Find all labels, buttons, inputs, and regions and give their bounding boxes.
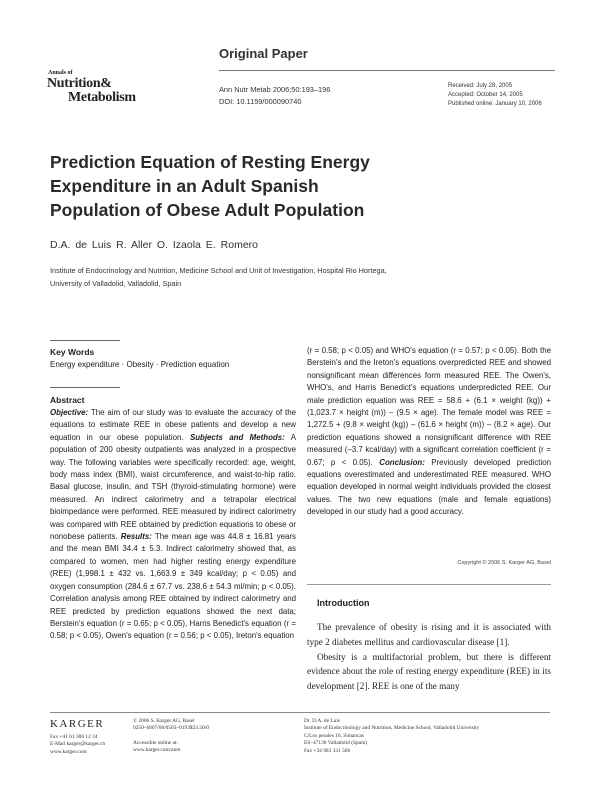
title-line-1: Prediction Equation of Resting Energy [50, 152, 370, 172]
footer-accessible: Accessible online at: [133, 739, 178, 746]
abstract-body-left [50, 407, 296, 643]
affiliation [50, 264, 500, 290]
published-date: Published online: January 10, 2006 [448, 101, 542, 107]
results-text: The mean age was 44.8 ± 16.81 years and the mean BMI 34.4 ± 5.3. Indirect calorimetry showed that, as compared to women, men had higher resting energy expenditure (REE) (1,998.1 ± 432 vs. 1,663.9 ± 349 kcal/day; p < 0.05) and oxygen consumption (284.6 ± 67.7 vs. 238.6 ± 54.3 ml/min; p < 0.05). Correlation analysis among REE obtained by indirect calorimetry and REE predicted by prediction equations showed the next data; Berstein's equation (r = 0.65; p < 0.05), Harris Benedict's equation (r = 0.58; p < 0.05), Owen's equation (r = 0.56; p < 0.05), Ireton's equation [50, 532, 296, 641]
affiliation-line-2: University of Valladolid, Valladolid, Spain [50, 279, 182, 288]
dates-block [448, 82, 542, 109]
footer-rule [50, 712, 550, 713]
keywords-rule [50, 340, 120, 341]
introduction-paragraph-1: The prevalence of obesity is rising and it is associated with type 2 diabetes mellitus and cardiovascular disease [1]. [307, 622, 551, 647]
article-title [50, 150, 550, 222]
abstract-heading: Abstract [50, 395, 85, 405]
doi: DOI: 10.1159/000090740 [219, 97, 302, 106]
publisher-email: E-Mail karger@karger.ch [50, 741, 106, 748]
conclusion-text: Previously developed prediction equations overestimated and underestimated REE measured. WHO equation developed in normal weight individuals provided the closest values. The two new equations (male and female equations) developed in our study had a good accuracy. [307, 457, 551, 517]
objective-label: Objective: [50, 408, 89, 417]
footer-copyright: © 2006 S. Karger AG, Basel [133, 718, 195, 724]
introduction-body [307, 620, 551, 694]
correspondence-block [304, 718, 554, 755]
introduction-rule [307, 584, 551, 585]
accepted-date: Accepted: October 14, 2005 [448, 92, 523, 98]
citation: Ann Nutr Metab 2006;50:193–196 [219, 85, 331, 94]
footer-copyright-block [133, 718, 209, 755]
conclusion-label: Conclusion: [379, 457, 425, 467]
publisher-logo: KARGER [50, 718, 105, 730]
received-date: Received: July 28, 2005 [448, 83, 513, 89]
contact-city: ES–47130 Valladolid (Spain) [304, 740, 368, 747]
introduction-heading: Introduction [317, 598, 370, 608]
methods-text: A population of 200 obesity outpatients was analyzed in a prospective way. The following variables were specifically recorded: age, weight, body mass index (BMI), waist circumference, and waist-to-hip ratio. Basal glucose, insulin, and TSH (thyroid-stimulating hormone) were measured. An indirect calorimetry and a tetrapolar electrical bioimpedance were performed. REE measured by indirect calorimetry was compared with REE obtained by prediction equations to obese or nonobese patients. [50, 432, 296, 542]
citation-block [219, 84, 330, 108]
journal-logo-line2: Metabolism [68, 90, 136, 105]
objective-text: The aim of our study was to evaluate the accuracy of the equations to estimate REE in obese patients and develop a new equation in our obese population. [50, 408, 296, 442]
contact-fax: Fax +34 983 331 566 [304, 747, 351, 754]
abstract-body-right [307, 345, 551, 519]
publisher-fax: Fax +41 61 306 12 34 [50, 734, 98, 740]
journal-logo-line1: Nutrition& [47, 76, 112, 91]
results-label: Results: [120, 532, 152, 542]
header-rule [219, 70, 555, 71]
section-label: Original Paper [219, 46, 308, 61]
contact-name: Dr. D.A. de Luis [304, 718, 340, 724]
introduction-paragraph-2: Obesity is a multifactorial problem, but there is different evidence about the role of resting energy expenditure (REE) in its development [2]. REE is one of the many [307, 651, 551, 692]
publisher-website[interactable]: www.karger.com [50, 748, 87, 755]
contact-institution: Institute of Endocrinology and Nutrition, Medicine School, Valladolid University [304, 725, 480, 732]
authors: D.A. de Luis R. Aller O. Izaola E. Romero [50, 239, 258, 251]
publisher-contact [50, 734, 105, 756]
footer-issn: 0250–6807/06/0503–0193$23.50/0 [133, 725, 209, 732]
results-continued: (r = 0.58; p < 0.05) and WHO's equation (r = 0.57; p < 0.05). Both the Berstein's and the Ireton's equations overpredicted REE and showed nonsignificant mean differences form measured REE. The Owen's, WHO's, and Harris Benedict's equations underpredicted REE. Our male prediction equation was REE = 58.6 + (6.1 × weight (kg)) + (1,023.7 × height (m)) – (9.5 × age). The female model was REE = 1,272.5 + (9.8 × weight (kg)) – (61.6 × height (m)) – (8.2 × age). Our prediction equations showed a nonsignificant difference with REE measured (–3.7 kcal/day) with a significant correlation coefficient (r = 0.67; p < 0.05). [307, 346, 551, 467]
journal-logo [47, 70, 152, 104]
affiliation-line-1: Institute of Endocrinology and Nutrition, Medicine School and Unit of Investigation, Hospital Rio Hortega, [50, 266, 387, 275]
keywords-heading: Key Words [50, 347, 95, 357]
contact-address: C/Los perales 16, Simancas [304, 732, 364, 739]
title-line-3: Population of Obese Adult Population [50, 200, 365, 220]
keywords-text: Energy expenditure · Obesity · Prediction equation [50, 360, 230, 369]
abstract-copyright: Copyright © 2006 S. Karger AG, Basel [457, 560, 551, 566]
abstract-rule [50, 387, 120, 388]
title-line-2: Expenditure in an Adult Spanish [50, 176, 319, 196]
footer-accessible-url[interactable]: www.karger.com/anm [133, 747, 181, 754]
journal-logo-small: Annals of [48, 70, 73, 76]
methods-label: Subjects and Methods: [189, 432, 285, 442]
